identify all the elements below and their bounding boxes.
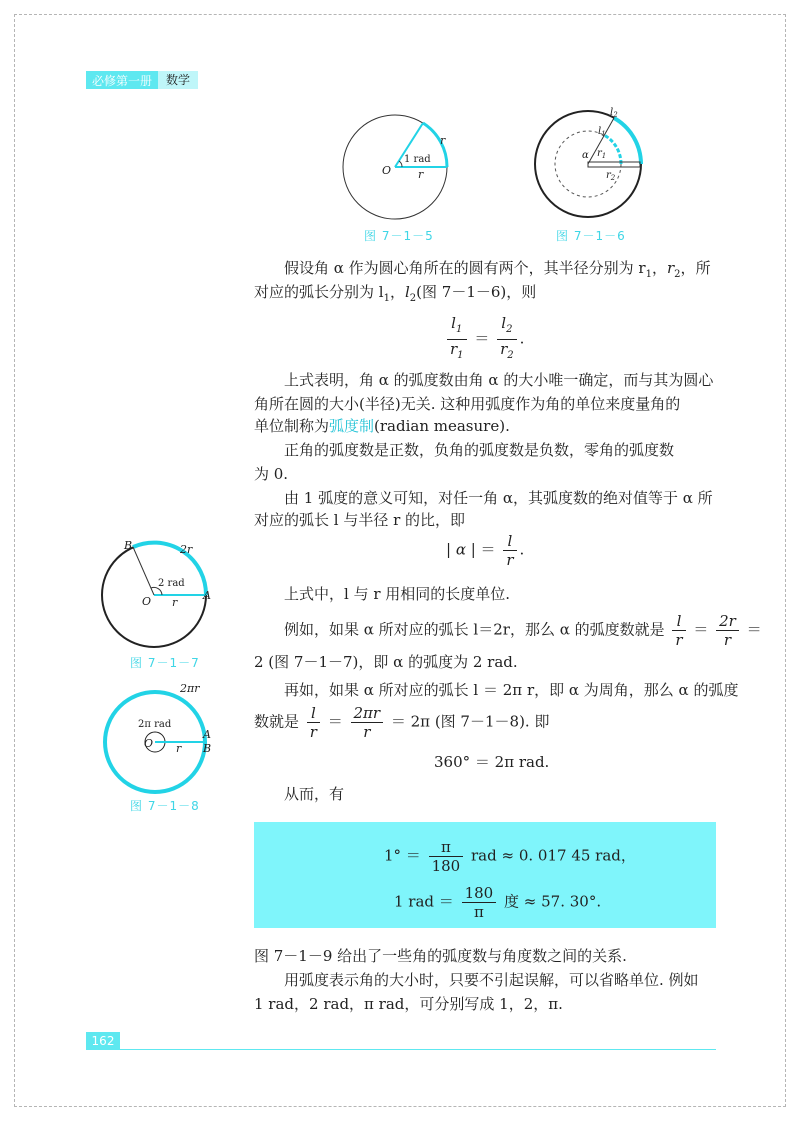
- f6-label-alpha: α: [582, 150, 589, 161]
- header-subject: 数学: [158, 71, 198, 89]
- paragraph-6-line-1: 例如，如果 α 所对应的弧长 l＝2r，那么 α 的弧度数就是 $\frac{l}{r}$ ＝ $\frac{2r}{r}$ ＝: [284, 612, 762, 649]
- paragraph-3-line-1: 正角的弧度数是正数，负角的弧度数是负数，零角的弧度数: [284, 441, 675, 459]
- paragraph-5: 上式中，l 与 r 用相同的长度单位.: [284, 585, 511, 603]
- f6-label-r2: $r_2$: [606, 170, 616, 182]
- f7-label-angle: 2 rad: [158, 578, 185, 589]
- running-header: [86, 71, 198, 89]
- paragraph-1-line-1: 假设角 α 作为圆心角所在的圆有两个，其半径分别为 $r_1$，$r_2$，所: [284, 259, 711, 280]
- caption-7-1-6: 图 7－1－6: [556, 229, 626, 243]
- f8-label-angle: 2π rad: [138, 719, 172, 730]
- equation-360: 360° ＝ 2π rad.: [434, 753, 550, 771]
- f6-label-r1: $r_1$: [597, 148, 607, 160]
- f6-label-l1: $l_1$: [598, 126, 606, 138]
- f7-label-O: O: [142, 595, 152, 608]
- term-radian-system: 弧度制: [329, 417, 375, 435]
- paragraph-7-line-1: 再如，如果 α 所对应的弧长 l ＝ 2π r，即 α 为周角，那么 α 的弧度: [284, 681, 739, 699]
- f8-label-B: B: [203, 742, 212, 755]
- f7-label-r: r: [172, 596, 178, 609]
- f7-label-A: A: [203, 589, 211, 602]
- figure-7-1-5: [340, 112, 460, 224]
- f6-label-l2: $l_2$: [610, 107, 618, 119]
- equation-abs-alpha: | α | ＝ $\frac{l}{r}$ .: [446, 532, 525, 569]
- figure-7-1-6: [530, 106, 650, 226]
- f5-label-r-radius: r: [418, 168, 424, 181]
- paragraph-8: 从而，有: [284, 785, 345, 803]
- header-book: 必修第一册: [92, 73, 153, 88]
- paragraph-10-line-1: 用弧度表示角的大小时，只要不引起误解，可以省略单位. 例如: [284, 971, 699, 989]
- caption-7-1-8: 图 7－1－8: [130, 799, 200, 813]
- f8-label-arc: 2πr: [180, 682, 200, 695]
- f5-label-angle: 1 rad: [404, 154, 431, 165]
- formula-degree-to-rad: 1° ＝ $\frac{\pi}{180}$ rad ≈ 0. 017 45 rad，: [384, 838, 636, 875]
- equation-ratio: $\frac{l_1}{r_1}$ ＝ $\frac{l_2}{r_2}$ .: [444, 314, 524, 365]
- page-number: 162: [86, 1032, 120, 1050]
- paragraph-7-line-2: 数就是 $\frac{l}{r}$ ＝ $\frac{2\pi r}{r}$ ＝ 2π (图 7－1－8). 即: [254, 704, 550, 741]
- footer-rule: [120, 1049, 716, 1050]
- f7-label-B: B: [124, 539, 133, 552]
- formula-rad-to-degree: 1 rad ＝ $\frac{180}{\pi}$ 度 ≈ 57. 30°.: [394, 884, 602, 921]
- paragraph-2-line-1: 上式表明，角 α 的弧度数由角 α 的大小唯一确定，而与其为圆心: [284, 371, 714, 389]
- f8-label-O: O: [144, 737, 154, 750]
- caption-7-1-7: 图 7－1－7: [130, 656, 200, 670]
- paragraph-10-line-2: 1 rad，2 rad，π rad，可分别写成 1，2，π.: [254, 995, 563, 1013]
- paragraph-4-line-1: 由 1 弧度的意义可知，对任一角 α，其弧度数的绝对值等于 α 所: [284, 489, 713, 507]
- paragraph-9: 图 7－1－9 给出了一些角的弧度数与角度数之间的关系.: [254, 947, 627, 965]
- paragraph-1-line-2: 对应的弧长分别为 $l_1$，$l_2$(图 7－1－6)，则: [254, 283, 537, 304]
- f5-label-O: O: [382, 164, 392, 177]
- figure-7-1-7: [100, 538, 220, 658]
- figure-7-1-8: [100, 682, 220, 802]
- f8-label-A: A: [203, 728, 211, 741]
- f8-label-r: r: [176, 742, 182, 755]
- f7-label-arc: 2r: [180, 543, 193, 556]
- paragraph-4-line-2: 对应的弧长 l 与半径 r 的比，即: [254, 511, 466, 529]
- paragraph-3-line-2: 为 0.: [254, 465, 289, 483]
- f5-label-r-arc: r: [440, 134, 446, 147]
- paragraph-2-line-3: 单位制称为弧度制(radian measure).: [254, 417, 510, 435]
- paragraph-2-line-2: 角所在圆的大小(半径)无关. 这种用弧度作为角的单位来度量角的: [254, 395, 681, 413]
- paragraph-6-line-2: 2 (图 7－1－7)，即 α 的弧度为 2 rad.: [254, 653, 518, 671]
- caption-7-1-5: 图 7－1－5: [364, 229, 434, 243]
